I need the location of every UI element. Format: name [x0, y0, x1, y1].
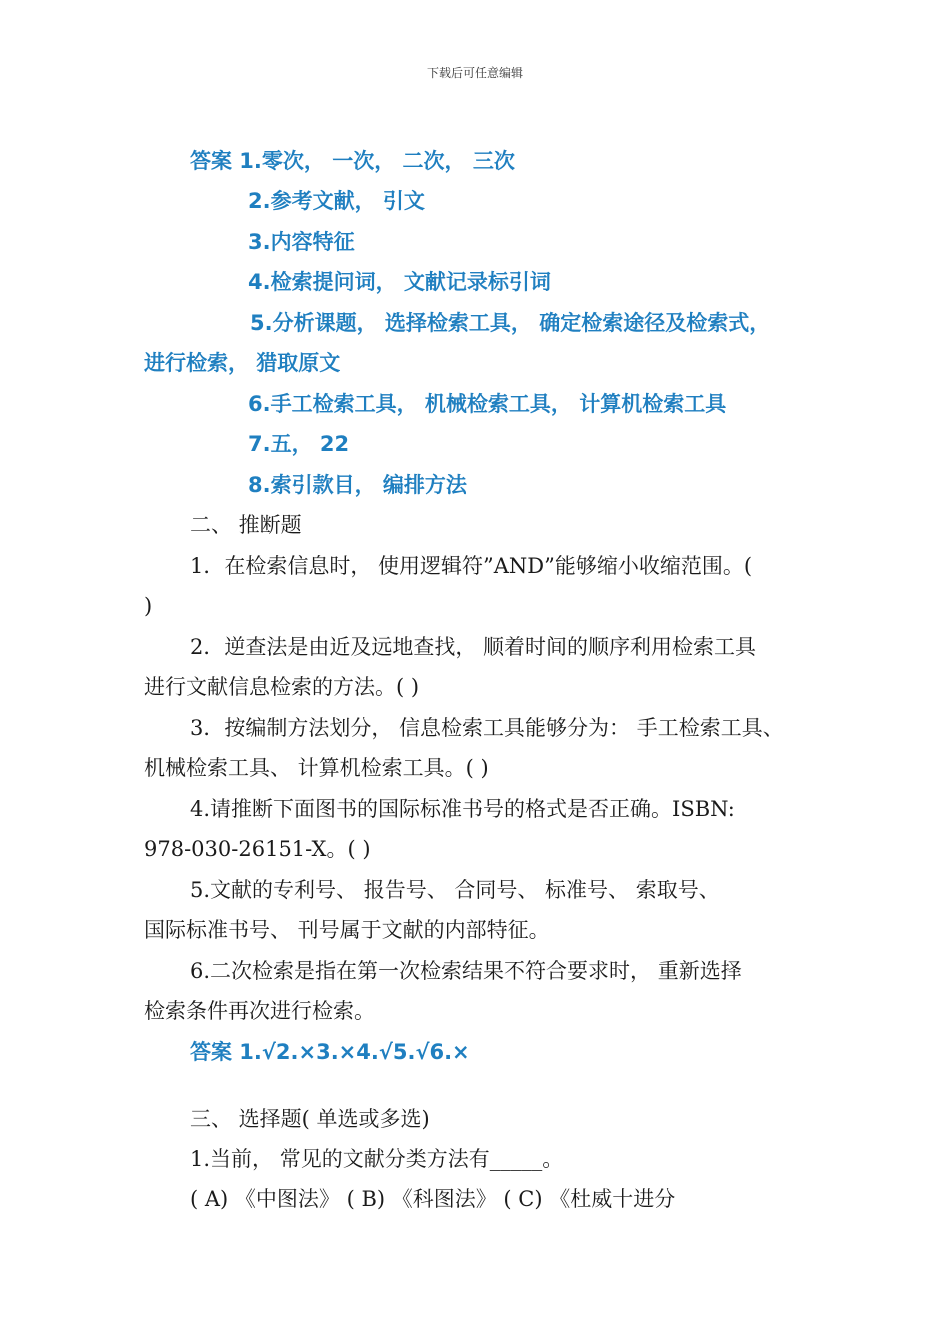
- answer-line-5-cont: 进行检索， 猎取原文: [144, 351, 341, 375]
- question-line: 1.当前， 常见的文献分类方法有_____。: [190, 1147, 564, 1171]
- question-line: 1．在检索信息时， 使用逻辑符”AND”能够缩小收缩范围。(: [190, 554, 753, 578]
- question-line: 进行文献信息检索的方法。( ): [144, 675, 420, 699]
- question-line: 978-030-26151-X。( ): [144, 837, 371, 861]
- answer-line-8: 8.索引款目， 编排方法: [248, 473, 467, 497]
- question-line: 6.二次检索是指在第一次检索结果不符合要求时， 重新选择: [190, 959, 742, 983]
- question-line: 国际标准书号、 刊号属于文献的内部特征。: [144, 918, 550, 942]
- section-title-judgment: 二、 推断题: [190, 513, 302, 537]
- answer-line-3: 3.内容特征: [248, 230, 355, 254]
- section-title-choice: 三、 选择题( 单选或多选): [190, 1107, 430, 1131]
- page-header: 下载后可任意编辑: [426, 66, 523, 80]
- question-line: 检索条件再次进行检索。: [144, 999, 375, 1023]
- question-line: 4.请推断下面图书的国际标准书号的格式是否正确。ISBN:: [190, 797, 735, 821]
- answer-line-2: 2.参考文献， 引文: [248, 189, 425, 213]
- answer-line-5: 5.分析课题， 选择检索工具， 确定检索途径及检索式，: [250, 311, 771, 335]
- question-options-line: ( A) 《中图法》 ( B) 《科图法》 ( C) 《杜威十进分: [190, 1187, 676, 1211]
- answer-line-6: 6.手工检索工具， 机械检索工具， 计算机检索工具: [248, 392, 727, 416]
- answer-line-7: 7.五， 22: [248, 432, 350, 456]
- question-line: 3．按编制方法划分， 信息检索工具能够分为： 手工检索工具、: [190, 716, 784, 740]
- question-line: ): [144, 594, 153, 618]
- answer-line-1: 答案 1.零次， 一次， 二次， 三次: [190, 149, 515, 173]
- answer-line-4: 4.检索提问词， 文献记录标引词: [248, 270, 551, 294]
- question-line: 机械检索工具、 计算机检索工具。( ): [144, 756, 489, 780]
- question-line: 2．逆查法是由近及远地查找， 顺着时间的顺序利用检索工具: [190, 635, 757, 659]
- answer-line-judgment: 答案 1.√2.×3.×4.√5.√6.×: [190, 1040, 470, 1064]
- question-line: 5.文献的专利号、 报告号、 合同号、 标准号、 索取号、: [190, 878, 720, 902]
